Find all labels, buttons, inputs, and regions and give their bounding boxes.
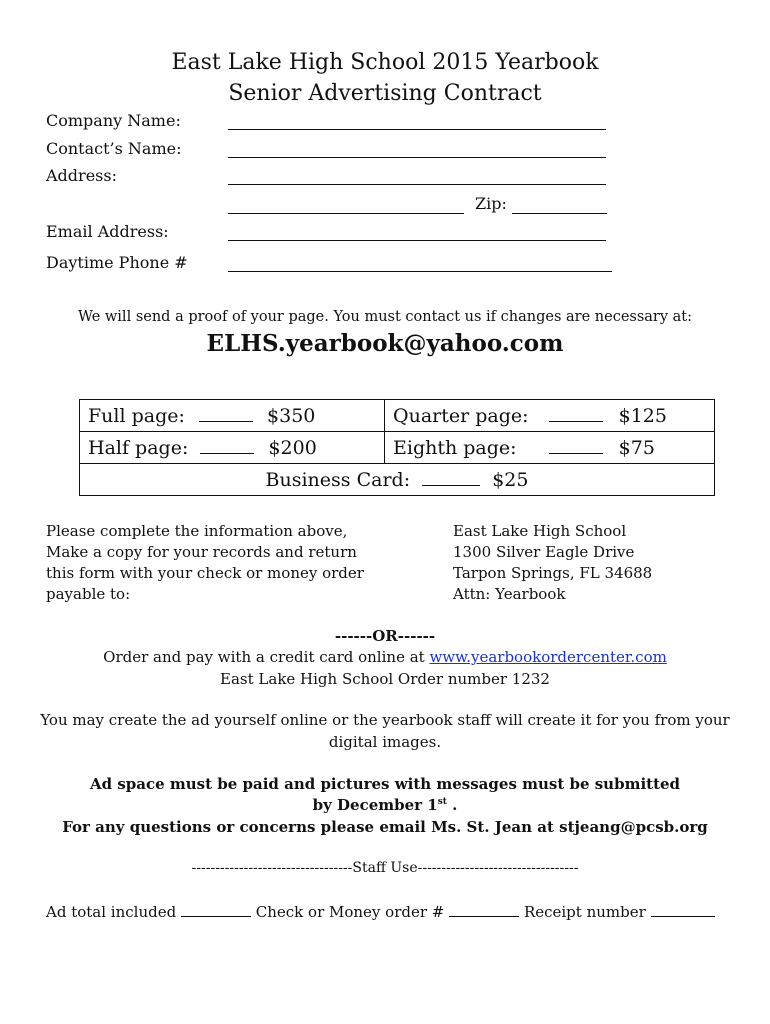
order-number: East Lake High School Order number 1232 (220, 670, 550, 688)
contact-name-label: Contact’s Name: (46, 139, 182, 158)
proof-notice: We will send a proof of your page. You must contact us if changes are necessary at: (77, 309, 693, 325)
half-page-price: $200 (268, 436, 317, 459)
deadline-period: . (446, 796, 458, 814)
quarter-page-cell (385, 400, 715, 432)
mailing-address (453, 521, 652, 605)
email-address-label: Email Address: (46, 222, 169, 241)
company-name-field[interactable] (228, 129, 606, 130)
quarter-page-price: $125 (618, 404, 667, 427)
instructions-line: this form with your check or money order (46, 564, 364, 582)
check-number-field[interactable] (449, 902, 519, 917)
address-field[interactable] (228, 184, 606, 185)
online-order-line (0, 648, 770, 666)
page-title: East Lake High School 2015 Yearbook (171, 50, 599, 75)
ad-total-label: Ad total included (46, 903, 177, 921)
business-card-cell (80, 464, 715, 496)
zip-field[interactable] (512, 213, 607, 214)
daytime-phone-field[interactable] (228, 271, 612, 272)
deadline-line1: Ad space must be paid and pictures with messages must be submitted (89, 775, 681, 793)
instructions (46, 521, 364, 605)
instructions-line: Please complete the information above, (46, 522, 348, 540)
check-number-label: Check or Money order # (255, 903, 445, 921)
address-label: Address: (46, 166, 117, 185)
half-page-cell (80, 432, 385, 464)
half-page-blank[interactable] (200, 439, 254, 454)
mailing-address-line: 1300 Silver Eagle Drive (453, 543, 635, 561)
page-subtitle: Senior Advertising Contract (228, 81, 542, 106)
business-card-blank[interactable] (422, 471, 480, 486)
eighth-page-label: Eighth page: (393, 436, 517, 459)
price-row (80, 432, 715, 464)
deadline-line2 (0, 796, 770, 814)
mailing-address-line: Tarpon Springs, FL 34688 (453, 564, 653, 582)
deadline-date-suffix: st (437, 797, 447, 807)
quarter-page-blank[interactable] (549, 407, 603, 422)
full-page-label: Full page: (88, 404, 185, 427)
quarter-page-label: Quarter page: (393, 404, 529, 427)
mailing-address-line: Attn: Yearbook (453, 585, 566, 603)
create-ad-line1: You may create the ad yourself online or the yearbook staff will create it for you from your (40, 711, 730, 729)
instructions-line: Make a copy for your records and return (46, 543, 357, 561)
price-table (79, 399, 715, 496)
deadline-date: by December 1 (312, 796, 438, 814)
online-order-text: Order and pay with a credit card online at (103, 648, 425, 666)
company-name-label: Company Name: (46, 111, 181, 130)
eighth-page-cell (385, 432, 715, 464)
staff-use-divider: ----------------------------------Staff Use---------------------------------- (191, 860, 579, 876)
daytime-phone-label: Daytime Phone # (46, 253, 188, 272)
create-ad-line2: digital images. (328, 733, 442, 751)
price-row (80, 400, 715, 432)
eighth-page-price: $75 (618, 436, 655, 459)
or-divider: ------OR------ (334, 627, 436, 645)
receipt-number-field[interactable] (651, 902, 715, 917)
half-page-label: Half page: (88, 436, 189, 459)
eighth-page-blank[interactable] (549, 439, 603, 454)
receipt-number-label: Receipt number (523, 903, 646, 921)
order-center-link[interactable]: www.yearbookordercenter.com (429, 648, 667, 666)
full-page-cell (80, 400, 385, 432)
instructions-line: payable to: (46, 585, 131, 603)
email-address-field[interactable] (228, 240, 606, 241)
questions-line: For any questions or concerns please email Ms. St. Jean at stjeang@pcsb.org (62, 818, 708, 836)
contact-name-field[interactable] (228, 157, 606, 158)
mailing-address-line: East Lake High School (453, 522, 627, 540)
full-page-price: $350 (267, 404, 316, 427)
ad-total-field[interactable] (181, 902, 251, 917)
price-row (80, 464, 715, 496)
staff-use-row (46, 902, 715, 923)
full-page-blank[interactable] (199, 407, 253, 422)
business-card-label: Business Card: (265, 468, 411, 491)
zip-label: Zip: (475, 194, 507, 213)
business-card-price: $25 (492, 468, 529, 491)
contact-email: ELHS.yearbook@yahoo.com (206, 330, 564, 357)
address-line2-field[interactable] (228, 213, 464, 214)
